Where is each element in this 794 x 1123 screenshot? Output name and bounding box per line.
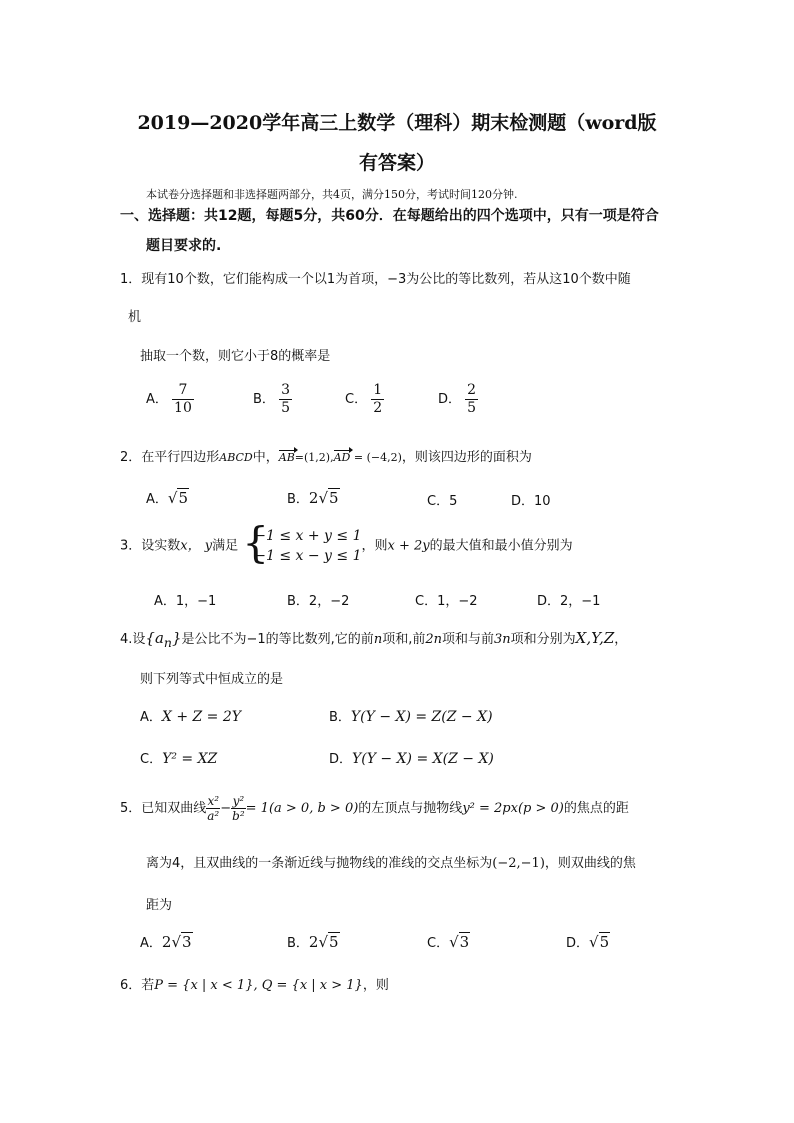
q2-pre: 2．在平行四边形	[120, 450, 220, 465]
q1-option-b	[253, 382, 292, 417]
denominator: 5	[281, 400, 290, 416]
q4-option-c	[140, 748, 217, 767]
coefficient: 2	[308, 933, 319, 951]
question-5	[120, 794, 629, 823]
seq-sub: n	[163, 635, 172, 650]
question-1-line1: 1．现有10个数，它们能构成一个以1为首项，−3为公比的等比数列，若从这10个数中随	[120, 272, 631, 287]
q5-option-d	[566, 932, 610, 951]
q4-n2: 2n	[425, 632, 442, 647]
q4-seq	[145, 629, 182, 650]
coefficient: 2	[308, 489, 319, 507]
q2-option-d	[511, 490, 551, 509]
inequality-row: −1 ≤ x − y ≤ 1	[254, 548, 362, 564]
exam-note: 本试卷分选择题和非选择题两部分，共4页，满分150分，考试时间120分钟.	[146, 188, 518, 201]
q5-option-b	[287, 932, 340, 951]
q2-option-c	[427, 490, 457, 509]
fraction	[231, 794, 246, 823]
q3-pre: 3．设实数	[120, 538, 181, 554]
radicand: 3	[459, 933, 470, 951]
q2-option-b	[287, 488, 340, 507]
fraction	[465, 382, 478, 417]
seq-open: {a	[145, 629, 164, 647]
fraction	[371, 382, 384, 417]
option-label: B．	[253, 392, 275, 407]
section-heading-continued: 题目要求的.	[146, 238, 222, 254]
q4-mid4: 项和分别为	[510, 632, 576, 647]
option-label: D．	[511, 494, 535, 509]
option-label: C．	[427, 936, 450, 951]
q3-option-b: B．2，−2	[287, 594, 350, 609]
radicand: 5	[599, 933, 610, 951]
numerator: 7	[172, 382, 194, 400]
option-expr: Y(Y − X) = X(Z − X)	[352, 751, 494, 767]
sqrt-expr: 2√5	[308, 489, 339, 507]
q2-v2val: = (−4,2)	[350, 451, 402, 464]
q4-pre: 4.设	[120, 632, 146, 647]
q4-option-b	[329, 706, 493, 725]
option-label: C．	[427, 494, 450, 509]
denominator: b²	[232, 809, 245, 823]
option-text: 10	[534, 494, 551, 509]
q3-post1: ，则	[361, 538, 388, 554]
q4-xyz: X,Y,Z	[575, 629, 615, 647]
q5-option-a	[140, 932, 193, 951]
question-2	[120, 446, 532, 465]
sqrt-expr: 2√5	[308, 933, 339, 951]
question-1-line3: 抽取一个数，则它小于8的概率是	[140, 349, 331, 364]
option-label: A．	[140, 710, 162, 725]
seq-close: }	[171, 629, 182, 647]
question-3	[120, 518, 573, 567]
q5-parab: y² = 2px(p > 0)	[462, 801, 564, 816]
denominator: 10	[174, 400, 192, 416]
option-label: C．	[345, 392, 368, 407]
page-title-continued: 有答案）	[358, 152, 435, 174]
sqrt-expr: 2√3	[161, 933, 192, 951]
q4-n1: n	[373, 632, 383, 647]
radicand: 3	[182, 933, 192, 951]
option-label: D．	[566, 936, 590, 951]
option-label: A．	[146, 392, 168, 407]
fraction	[206, 794, 220, 823]
sqrt-expr: √5	[589, 933, 610, 951]
q5-option-c	[427, 932, 470, 951]
q4-mid3: 项和与前	[441, 632, 494, 647]
radicand: 5	[329, 489, 339, 507]
option-expr: X + Z = 2Y	[161, 709, 242, 725]
q1-option-d	[438, 382, 478, 417]
denominator: 5	[467, 400, 477, 416]
question-6	[120, 974, 389, 993]
q1-option-c	[345, 382, 384, 417]
q5-mid: 的左顶点与抛物线	[358, 801, 463, 816]
q2-mid: 中，	[252, 450, 279, 465]
q2-shape: ABCD	[219, 451, 253, 464]
q5-line2a: 离为4，且双曲线的一条渐近线与抛物线的准线的交点坐标为	[146, 856, 493, 871]
option-expr: Y(Y − X) = Z(Z − X)	[350, 709, 493, 725]
option-label: D．	[329, 752, 353, 767]
q3-mid: 满足	[212, 538, 239, 554]
q6-sets: P = {x | x < 1}, Q = {x | x > 1}	[154, 978, 363, 993]
q3-expr: x + 2y	[387, 538, 430, 554]
inequality-row: −1 ≤ x + y ≤ 1	[254, 528, 362, 544]
sqrt-expr: √5	[167, 489, 189, 507]
q3-vars: x， y	[180, 538, 213, 554]
section-heading: 一、选择题：共12题，每题5分，共60分．在每题给出的四个选项中，只有一项是符合	[120, 208, 659, 224]
question-1-line2: 机	[128, 310, 142, 325]
q5-line2b: ，则双曲线的焦	[544, 856, 636, 871]
option-label: B．	[287, 936, 309, 951]
q4-n3: 3n	[494, 632, 511, 647]
sqrt-expr: √3	[449, 933, 470, 951]
q3-post2: 的最大值和最小值分别为	[429, 538, 573, 554]
vector-ad: AD	[333, 451, 351, 464]
q1-option-a	[146, 382, 194, 417]
q2-v1val: =(1,2),	[294, 451, 334, 464]
option-label: C．	[140, 752, 163, 767]
q5-point: (−2,−1)	[492, 856, 545, 871]
denominator: a²	[207, 809, 220, 823]
numerator: 3	[281, 382, 290, 398]
left-brace: {	[242, 518, 269, 567]
numerator: y²	[232, 794, 245, 808]
fraction	[279, 382, 292, 417]
question-4-line2: 则下列等式中恒成立的是	[140, 672, 284, 687]
vector-ab: AB	[278, 451, 295, 464]
q5-eq: = 1(a > 0, b > 0)	[245, 801, 359, 816]
denominator: 2	[373, 400, 383, 416]
q5-post: 的焦点的距	[563, 801, 629, 816]
option-label: B．	[329, 710, 351, 725]
option-expr: Y² = XZ	[162, 751, 218, 767]
question-5-line3: 距为	[146, 898, 173, 913]
inequality-system	[242, 518, 362, 567]
option-label: A．	[140, 936, 162, 951]
q6-pre: 6．若	[120, 978, 155, 993]
q3-option-a: A．1，−1	[154, 594, 217, 609]
q2-option-a	[146, 488, 189, 507]
q6-post: ，则	[362, 978, 389, 993]
numerator: 2	[467, 382, 477, 398]
q4-option-d	[329, 748, 494, 767]
option-label: A．	[146, 492, 168, 507]
numerator: 1	[373, 382, 383, 398]
q4-mid2: 项和,前	[382, 632, 426, 647]
minus-sign: −	[220, 801, 232, 816]
radicand: 5	[329, 933, 339, 951]
q3-option-d: D．2，−1	[537, 594, 601, 609]
fraction	[172, 382, 194, 417]
question-4	[120, 628, 627, 650]
option-label: B．	[287, 492, 309, 507]
q5-pre: 5．已知双曲线	[120, 801, 207, 816]
option-text: 5	[449, 494, 458, 509]
option-label: D．	[438, 392, 462, 407]
q4-option-a	[140, 706, 241, 725]
q3-option-c: C．1，−2	[415, 594, 478, 609]
coefficient: 2	[161, 933, 172, 951]
numerator: x²	[207, 794, 220, 808]
page-title: 2019—2020学年高三上数学（理科）期末检测题（word版	[137, 112, 657, 134]
q4-mid1: 是公比不为−1的等比数列,它的前	[181, 632, 374, 647]
question-5-line2	[146, 852, 636, 871]
q2-post: ，则该四边形的面积为	[401, 450, 532, 465]
q4-end: ，	[614, 632, 628, 647]
radicand: 5	[178, 489, 189, 507]
